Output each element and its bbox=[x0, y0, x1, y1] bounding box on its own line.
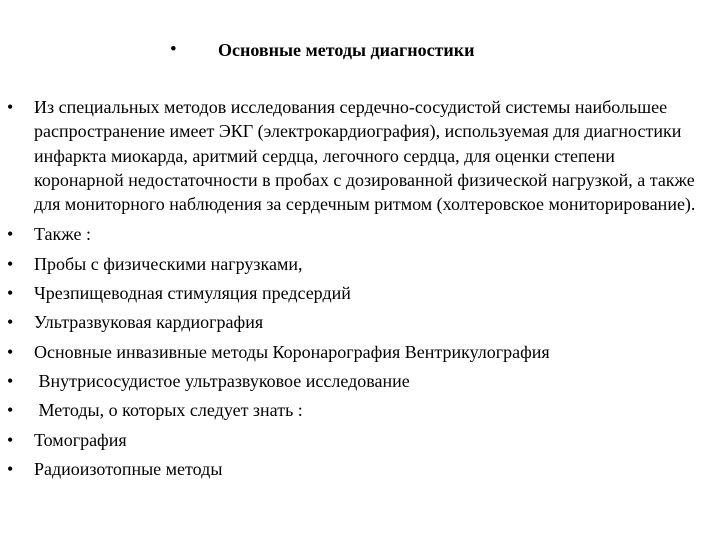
list-item-text: Радиоизотопные методы bbox=[34, 458, 223, 479]
bullet-icon: • bbox=[7, 283, 14, 304]
bullet-icon: • bbox=[7, 370, 14, 391]
list-item bbox=[0, 457, 720, 481]
slide-title: Основные методы диагностики bbox=[218, 40, 475, 60]
bullet-icon: • bbox=[7, 341, 14, 362]
list-item-text: Также : bbox=[34, 224, 91, 245]
list-item bbox=[0, 252, 720, 276]
bullet-list bbox=[0, 95, 720, 486]
list-item bbox=[0, 281, 720, 305]
bullet-icon: • bbox=[7, 312, 14, 333]
list-item-text: Методы, о которых следует знать : bbox=[34, 400, 303, 421]
title-bullet-icon: • bbox=[170, 39, 177, 60]
list-item bbox=[0, 340, 720, 364]
list-item-text: Томография bbox=[34, 429, 127, 450]
bullet-icon: • bbox=[7, 224, 14, 245]
list-item-text: Из специальных методов исследования сердечно-сосудистой системы наибольшее распространение имеет ЭКГ (электрокардиография), используемая для диагностики инфаркта миокарда, аритмий сердца, легочного сердца, для оценки степени коронарной недостаточности в пробах с дозированной физической нагрузкой, а также для мониторного наблюдения за сердечным ритмом (холтеровское мониторирование). bbox=[34, 97, 700, 215]
bullet-icon: • bbox=[7, 429, 14, 450]
list-item bbox=[0, 369, 720, 393]
list-item bbox=[0, 310, 720, 334]
list-item-text: Внутрисосудистое ультразвуковое исследование bbox=[34, 370, 410, 391]
list-item bbox=[0, 222, 720, 246]
bullet-icon: • bbox=[7, 400, 14, 421]
list-item bbox=[0, 398, 720, 422]
slide-title-row bbox=[0, 38, 720, 62]
list-item bbox=[0, 95, 720, 216]
bullet-icon: • bbox=[7, 253, 14, 274]
list-item-text: Основные инвазивные методы Коронарография Вентрикулография bbox=[34, 341, 550, 362]
list-item-text: Чрезпищеводная стимуляция предсердий bbox=[34, 283, 351, 304]
list-item-text: Ультразвуковая кардиография bbox=[34, 312, 264, 333]
bullet-icon: • bbox=[7, 97, 14, 117]
bullet-icon: • bbox=[7, 458, 14, 479]
list-item bbox=[0, 428, 720, 452]
list-item-text: Пробы с физическими нагрузками, bbox=[34, 253, 303, 274]
